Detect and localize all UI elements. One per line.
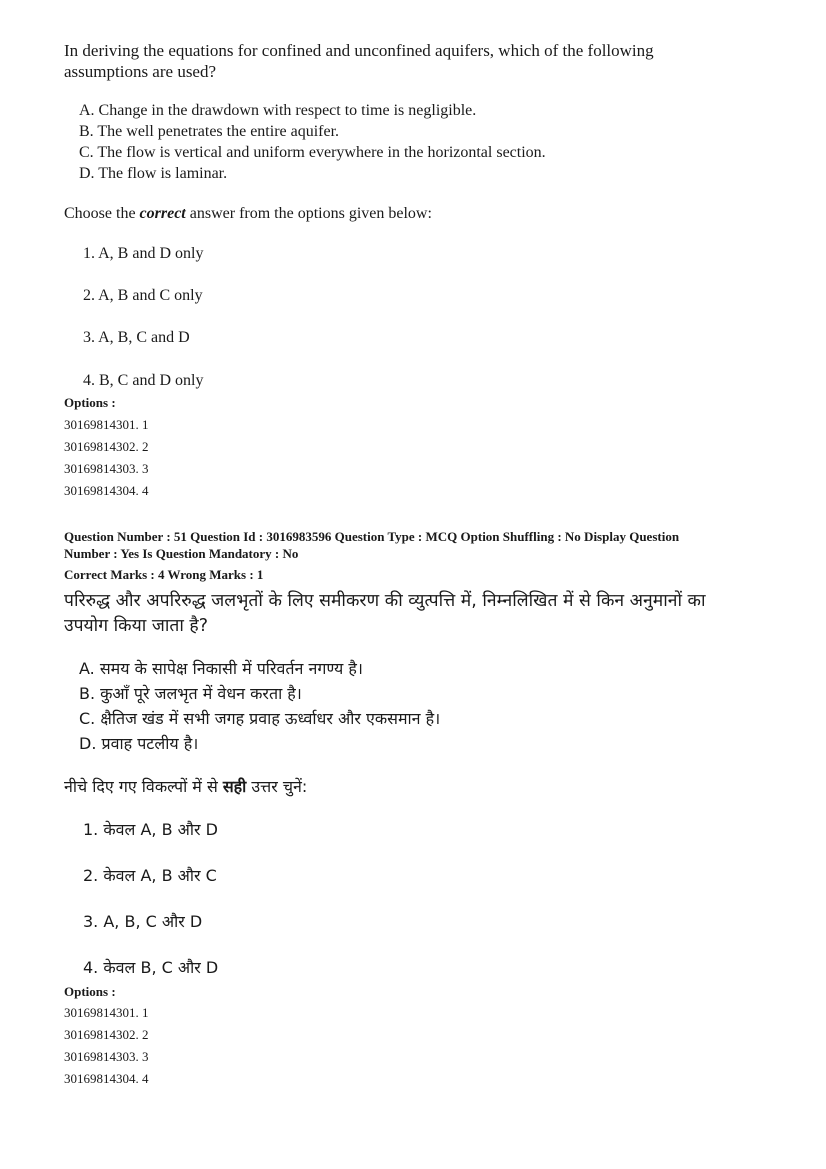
choose-keyword-en: correct: [139, 205, 186, 222]
question-meta-line2: Number : Yes Is Question Mandatory : No: [64, 546, 299, 561]
option-id-3-hi: 30169814303. 3: [64, 1049, 149, 1064]
statement-d-hi: D. प्रवाह पटलीय है।: [79, 734, 199, 753]
statement-a-en: A. Change in the drawdown with respect to time is negligible.: [79, 102, 477, 119]
statement-c-hi: C. क्षैतिज खंड में सभी जगह प्रवाह ऊर्ध्वाधर और एकसमान है।: [79, 709, 441, 728]
statement-d-en: D. The flow is laminar.: [79, 165, 228, 182]
choose-after-en: answer from the options given below:: [185, 205, 432, 222]
answer-option-1-en: 1. A, B and D only: [83, 245, 204, 262]
option-id-3-en: 30169814303. 3: [64, 461, 149, 476]
option-id-2-hi: 30169814302. 2: [64, 1027, 149, 1042]
statement-a-hi: A. समय के सापेक्ष निकासी में परिवर्तन नगण्य है।: [79, 659, 363, 678]
answer-option-1-hi: 1. केवल A, B और D: [83, 820, 218, 839]
question-text-en-line2: assumptions are used?: [64, 62, 217, 81]
statement-b-hi: B. कुआँ पूरे जलभृत में वेधन करता है।: [79, 684, 302, 703]
statement-c-en: C. The flow is vertical and uniform everywhere in the horizontal section.: [79, 144, 546, 161]
choose-after-hi: उत्तर चुनें:: [246, 777, 308, 796]
option-id-4-hi: 30169814304. 4: [64, 1071, 149, 1086]
question-meta-line3: Correct Marks : 4 Wrong Marks : 1: [64, 567, 264, 582]
choose-before-hi: नीचे दिए गए विकल्पों में से: [64, 777, 223, 796]
choose-before-en: Choose the: [64, 205, 140, 222]
options-label-en: Options :: [64, 395, 116, 410]
choose-keyword-hi: सही: [222, 777, 247, 796]
question-meta-line1: Question Number : 51 Question Id : 3016983596 Question Type : MCQ Option Shuffling : No Display Question: [64, 529, 680, 544]
question-text-hi-line2: उपयोग किया जाता है?: [64, 616, 209, 636]
answer-option-4-en: 4. B, C and D only: [83, 372, 204, 389]
choose-instruction-hi: [64, 775, 307, 798]
choose-instruction-en: [64, 203, 432, 224]
answer-option-3-hi: 3. A, B, C और D: [83, 912, 203, 931]
answer-option-2-en: 2. A, B and C only: [83, 287, 203, 304]
option-id-1-hi: 30169814301. 1: [64, 1005, 149, 1020]
answer-option-2-hi: 2. केवल A, B और C: [83, 866, 217, 885]
question-text-hi-line1: परिरुद्ध और अपरिरुद्ध जलभृतों के लिए समीकरण की व्युत्पत्ति में, निम्नलिखित में से किन अनुमानों का: [64, 591, 706, 611]
answer-option-4-hi: 4. केवल B, C और D: [83, 958, 219, 977]
question-text-en-line1: In deriving the equations for confined and unconfined aquifers, which of the following: [64, 41, 654, 60]
options-label-hi: Options :: [64, 984, 116, 999]
option-id-2-en: 30169814302. 2: [64, 439, 149, 454]
option-id-1-en: 30169814301. 1: [64, 417, 149, 432]
answer-option-3-en: 3. A, B, C and D: [83, 329, 190, 346]
statement-b-en: B. The well penetrates the entire aquifer.: [79, 123, 340, 140]
option-id-4-en: 30169814304. 4: [64, 483, 149, 498]
